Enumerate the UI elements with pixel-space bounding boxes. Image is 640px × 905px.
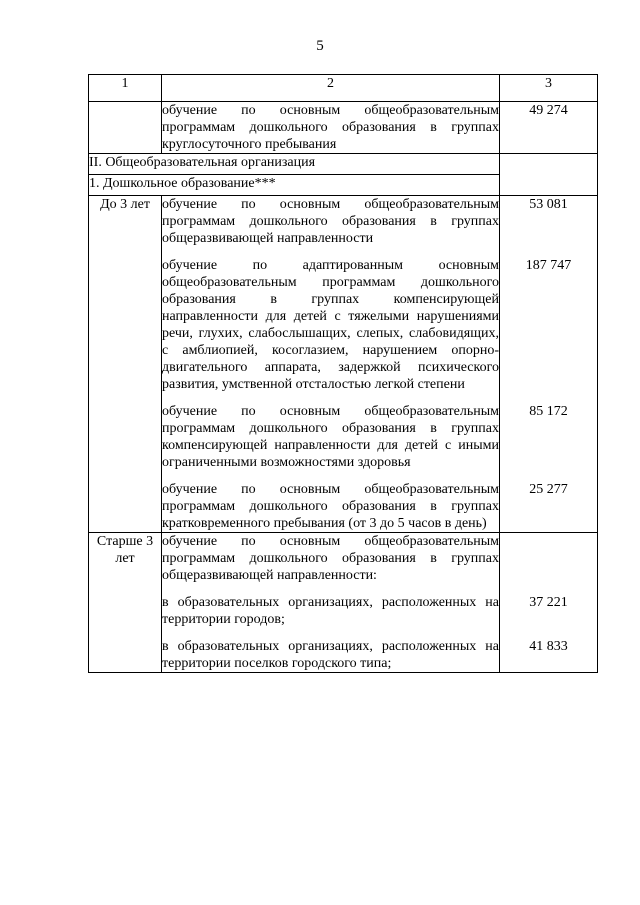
program-value: 37 221: [529, 595, 568, 610]
program-description: обучение по адаптированным основным общеобразовательным программам дошкольного образования в группах компенсирующей направленности для детей с тяжелыми нарушениями речи, глухих, слабослышащих, слепых, слабовидящих, с амблиопией, косоглазием, нарушением опорно-двигательного аппарата, задержкой психического развития, умственной отсталостью легкой степени: [162, 258, 499, 392]
program-description: обучение по основным общеобразовательным программам дошкольного образования в группах компенсирующей направленности для детей с иными ограниченными возможностями здоровья: [162, 404, 499, 470]
table-row: [89, 196, 598, 533]
row-description: обучение по основным общеобразовательным программам дошкольного образования в группах круглосуточного пребывания: [162, 103, 499, 152]
descriptions-cell: [162, 533, 500, 673]
header-col-1: 1: [89, 75, 162, 102]
program-value: 41 833: [529, 639, 568, 654]
values-cell: [500, 533, 598, 673]
table-row: [89, 102, 598, 154]
program-value: 25 277: [529, 482, 568, 497]
header-col-3: 3: [500, 75, 598, 102]
table-row: [89, 533, 598, 673]
section-title: II. Общеобразовательная организация: [89, 154, 500, 175]
program-description: обучение по основным общеобразовательным программам дошкольного образования в группах кратковременного пребывания (от 3 до 5 часов в день): [162, 482, 499, 531]
section-subtitle: 1. Дошкольное образование***: [89, 175, 500, 196]
program-description: обучение по основным общеобразовательным программам дошкольного образования в группах общеразвивающей направленности: [162, 197, 499, 246]
row-value: 49 274: [500, 102, 598, 154]
age-group-label: Старше 3 лет: [89, 533, 162, 673]
program-description: в образовательных организациях, расположенных на территории городов;: [162, 595, 499, 627]
program-intro: обучение по основным общеобразовательным программам дошкольного образования в группах общеразвивающей направленности:: [162, 534, 499, 583]
tariff-table: [88, 74, 598, 673]
program-value: 187 747: [525, 258, 572, 273]
values-cell: [500, 196, 598, 533]
empty-cell: [500, 154, 598, 196]
empty-cell: [89, 102, 162, 154]
section-title-row: [89, 154, 598, 175]
table-header-row: [89, 75, 598, 102]
page-number: 5: [316, 38, 324, 54]
descriptions-cell: [162, 196, 500, 533]
age-group-label: До 3 лет: [89, 196, 162, 533]
program-description: в образовательных организациях, расположенных на территории поселков городского типа;: [162, 639, 499, 671]
program-value: 53 081: [529, 197, 568, 212]
program-value: 85 172: [529, 404, 568, 419]
spacer: [500, 533, 597, 584]
header-col-2: 2: [162, 75, 500, 102]
